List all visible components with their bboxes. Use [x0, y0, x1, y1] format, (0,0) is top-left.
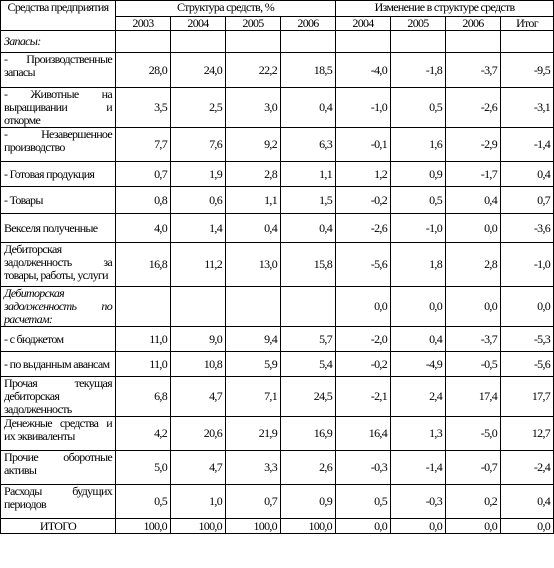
cell-value: 0,7	[116, 162, 171, 187]
row-label: Прочие оборотные активы	[1, 451, 116, 485]
cell-value: 22,2	[226, 53, 281, 88]
cell-value: 12,7	[501, 417, 554, 451]
cell-value: 100,0	[116, 519, 171, 534]
cell-value: -5,0	[446, 417, 501, 451]
table-row	[1, 287, 554, 327]
cell-value: 0,0	[446, 519, 501, 534]
cell-value	[501, 31, 554, 53]
cell-value: 9,0	[171, 327, 226, 352]
table-row	[1, 417, 554, 451]
cell-value: 0,2	[446, 485, 501, 519]
cell-value: 0,0	[446, 214, 501, 243]
cell-value: 0,0	[336, 519, 391, 534]
table-row	[1, 187, 554, 214]
header-year: 2004	[336, 17, 391, 31]
cell-value: -2,4	[501, 451, 554, 485]
cell-value: 15,8	[281, 243, 336, 287]
cell-value: -1,0	[501, 243, 554, 287]
cell-value: -3,1	[501, 88, 554, 128]
row-label: - с бюджетом	[1, 327, 116, 352]
cell-value: 0,4	[281, 88, 336, 128]
cell-value: 6,8	[116, 377, 171, 417]
cell-value: 100,0	[281, 519, 336, 534]
cell-value: 3,0	[226, 88, 281, 128]
cell-value: -2,6	[446, 88, 501, 128]
header-change: Изменение в структуре средств	[336, 1, 554, 17]
cell-value	[281, 31, 336, 53]
cell-value	[226, 31, 281, 53]
table-row	[1, 327, 554, 352]
row-label: - Незавершенное производство	[1, 128, 116, 162]
cell-value: 4,7	[171, 451, 226, 485]
cell-value: 17,7	[501, 377, 554, 417]
cell-value: 5,7	[281, 327, 336, 352]
cell-value: -5,3	[501, 327, 554, 352]
cell-value: 0,9	[391, 162, 446, 187]
cell-value	[171, 287, 226, 327]
cell-value: 0,4	[446, 187, 501, 214]
cell-value: -2,6	[336, 214, 391, 243]
cell-value: -3,6	[501, 214, 554, 243]
table-row	[1, 352, 554, 377]
cell-value: -0,2	[336, 352, 391, 377]
cell-value: 5,0	[116, 451, 171, 485]
cell-value: -5,6	[501, 352, 554, 377]
row-label: - Готовая продукция	[1, 162, 116, 187]
cell-value: 16,8	[116, 243, 171, 287]
row-label: ИТОГО	[1, 519, 116, 534]
cell-value: 9,2	[226, 128, 281, 162]
cell-value: 1,5	[281, 187, 336, 214]
table-row	[1, 485, 554, 519]
cell-value: 16,9	[281, 417, 336, 451]
cell-value	[171, 31, 226, 53]
cell-value: -2,1	[336, 377, 391, 417]
cell-value: 16,4	[336, 417, 391, 451]
cell-value: -2,0	[336, 327, 391, 352]
table-row	[1, 88, 554, 128]
header-total: Итог	[501, 17, 554, 31]
header-year: 2004	[171, 17, 226, 31]
cell-value: 7,6	[171, 128, 226, 162]
cell-value: 11,0	[116, 352, 171, 377]
header-year: 2005	[226, 17, 281, 31]
cell-value: 0,0	[446, 287, 501, 327]
cell-value: 0,0	[501, 287, 554, 327]
cell-value: 11,2	[171, 243, 226, 287]
cell-value: 7,1	[226, 377, 281, 417]
cell-value: 0,0	[501, 519, 554, 534]
cell-value: -1,8	[391, 53, 446, 88]
row-label: Расходы будущих периодов	[1, 485, 116, 519]
cell-value: -0,1	[336, 128, 391, 162]
row-label: Запасы:	[1, 31, 116, 53]
row-label: - по выданным авансам	[1, 352, 116, 377]
cell-value: 28,0	[116, 53, 171, 88]
cell-value	[226, 287, 281, 327]
cell-value: 9,4	[226, 327, 281, 352]
cell-value: 0,0	[336, 287, 391, 327]
cell-value: 0,8	[116, 187, 171, 214]
cell-value: 1,2	[336, 162, 391, 187]
cell-value: 11,0	[116, 327, 171, 352]
cell-value: 1,1	[226, 187, 281, 214]
cell-value: 0,4	[501, 162, 554, 187]
cell-value: 18,5	[281, 53, 336, 88]
header-col-label: Средства предприятия	[1, 1, 116, 31]
cell-value: -0,2	[336, 187, 391, 214]
table-row	[1, 214, 554, 243]
cell-value: -1,4	[391, 451, 446, 485]
table-row	[1, 128, 554, 162]
cell-value: 1,9	[171, 162, 226, 187]
cell-value	[391, 31, 446, 53]
cell-value: 0,0	[391, 287, 446, 327]
cell-value: -0,3	[391, 485, 446, 519]
cell-value: 100,0	[171, 519, 226, 534]
header-structure: Структура средств, %	[116, 1, 336, 17]
cell-value: -1,0	[391, 214, 446, 243]
table-row	[1, 31, 554, 53]
cell-value: 3,5	[116, 88, 171, 128]
cell-value: 1,6	[391, 128, 446, 162]
cell-value: 0,5	[116, 485, 171, 519]
header-year: 2003	[116, 17, 171, 31]
cell-value: 0,4	[391, 327, 446, 352]
row-label: - Товары	[1, 187, 116, 214]
cell-value: 0,7	[501, 187, 554, 214]
row-label: - Животные на выращивании и откорме	[1, 88, 116, 128]
row-label: Прочая текущая дебиторская задолженность	[1, 377, 116, 417]
cell-value: 0,6	[171, 187, 226, 214]
cell-value: 4,7	[171, 377, 226, 417]
cell-value: 2,8	[226, 162, 281, 187]
table-row	[1, 451, 554, 485]
cell-value: -1,7	[446, 162, 501, 187]
cell-value: 4,2	[116, 417, 171, 451]
cell-value: 4,0	[116, 214, 171, 243]
cell-value: -5,6	[336, 243, 391, 287]
cell-value: -9,5	[501, 53, 554, 88]
cell-value: 21,9	[226, 417, 281, 451]
cell-value: 24,5	[281, 377, 336, 417]
table-row	[1, 162, 554, 187]
table-row	[1, 519, 554, 534]
header-year: 2005	[391, 17, 446, 31]
cell-value: 1,3	[391, 417, 446, 451]
cell-value: -3,7	[446, 327, 501, 352]
cell-value: -4,9	[391, 352, 446, 377]
cell-value: 0,5	[391, 88, 446, 128]
cell-value: 24,0	[171, 53, 226, 88]
cell-value: 0,0	[391, 519, 446, 534]
table-row	[1, 243, 554, 287]
cell-value: -4,0	[336, 53, 391, 88]
cell-value: 1,4	[171, 214, 226, 243]
row-label: Векселя полученные	[1, 214, 116, 243]
cell-value: 3,3	[226, 451, 281, 485]
cell-value: 0,5	[336, 485, 391, 519]
cell-value: 10,8	[171, 352, 226, 377]
row-label: Денежные средства и их эквиваленты	[1, 417, 116, 451]
cell-value: 1,0	[171, 485, 226, 519]
cell-value: 6,3	[281, 128, 336, 162]
cell-value: 0,9	[281, 485, 336, 519]
row-label: Дебиторская задолженность за товары, работы, услуги	[1, 243, 116, 287]
cell-value: -0,7	[446, 451, 501, 485]
cell-value: -1,0	[336, 88, 391, 128]
cell-value: 2,4	[391, 377, 446, 417]
cell-value: 2,5	[171, 88, 226, 128]
cell-value: 2,8	[446, 243, 501, 287]
header-year: 2006	[446, 17, 501, 31]
cell-value	[116, 287, 171, 327]
cell-value: -0,3	[336, 451, 391, 485]
cell-value: 5,4	[281, 352, 336, 377]
cell-value: 100,0	[226, 519, 281, 534]
cell-value: 0,4	[226, 214, 281, 243]
cell-value: -1,4	[501, 128, 554, 162]
cell-value: 17,4	[446, 377, 501, 417]
cell-value: 1,8	[391, 243, 446, 287]
cell-value	[116, 31, 171, 53]
cell-value: 7,7	[116, 128, 171, 162]
cell-value: -2,9	[446, 128, 501, 162]
cell-value: 2,6	[281, 451, 336, 485]
table-row	[1, 377, 554, 417]
cell-value: 0,4	[501, 485, 554, 519]
cell-value: -0,5	[446, 352, 501, 377]
cell-value: 13,0	[226, 243, 281, 287]
cell-value	[446, 31, 501, 53]
cell-value: 0,4	[281, 214, 336, 243]
cell-value: 20,6	[171, 417, 226, 451]
cell-value: 0,5	[391, 187, 446, 214]
row-label: - Производственные запасы	[1, 53, 116, 88]
header-year: 2006	[281, 17, 336, 31]
row-label: Дебиторская задолженность по расчетам:	[1, 287, 116, 327]
cell-value: 5,9	[226, 352, 281, 377]
table-row	[1, 53, 554, 88]
cell-value	[281, 287, 336, 327]
cell-value: -3,7	[446, 53, 501, 88]
cell-value: 1,1	[281, 162, 336, 187]
cell-value	[336, 31, 391, 53]
cell-value: 0,7	[226, 485, 281, 519]
